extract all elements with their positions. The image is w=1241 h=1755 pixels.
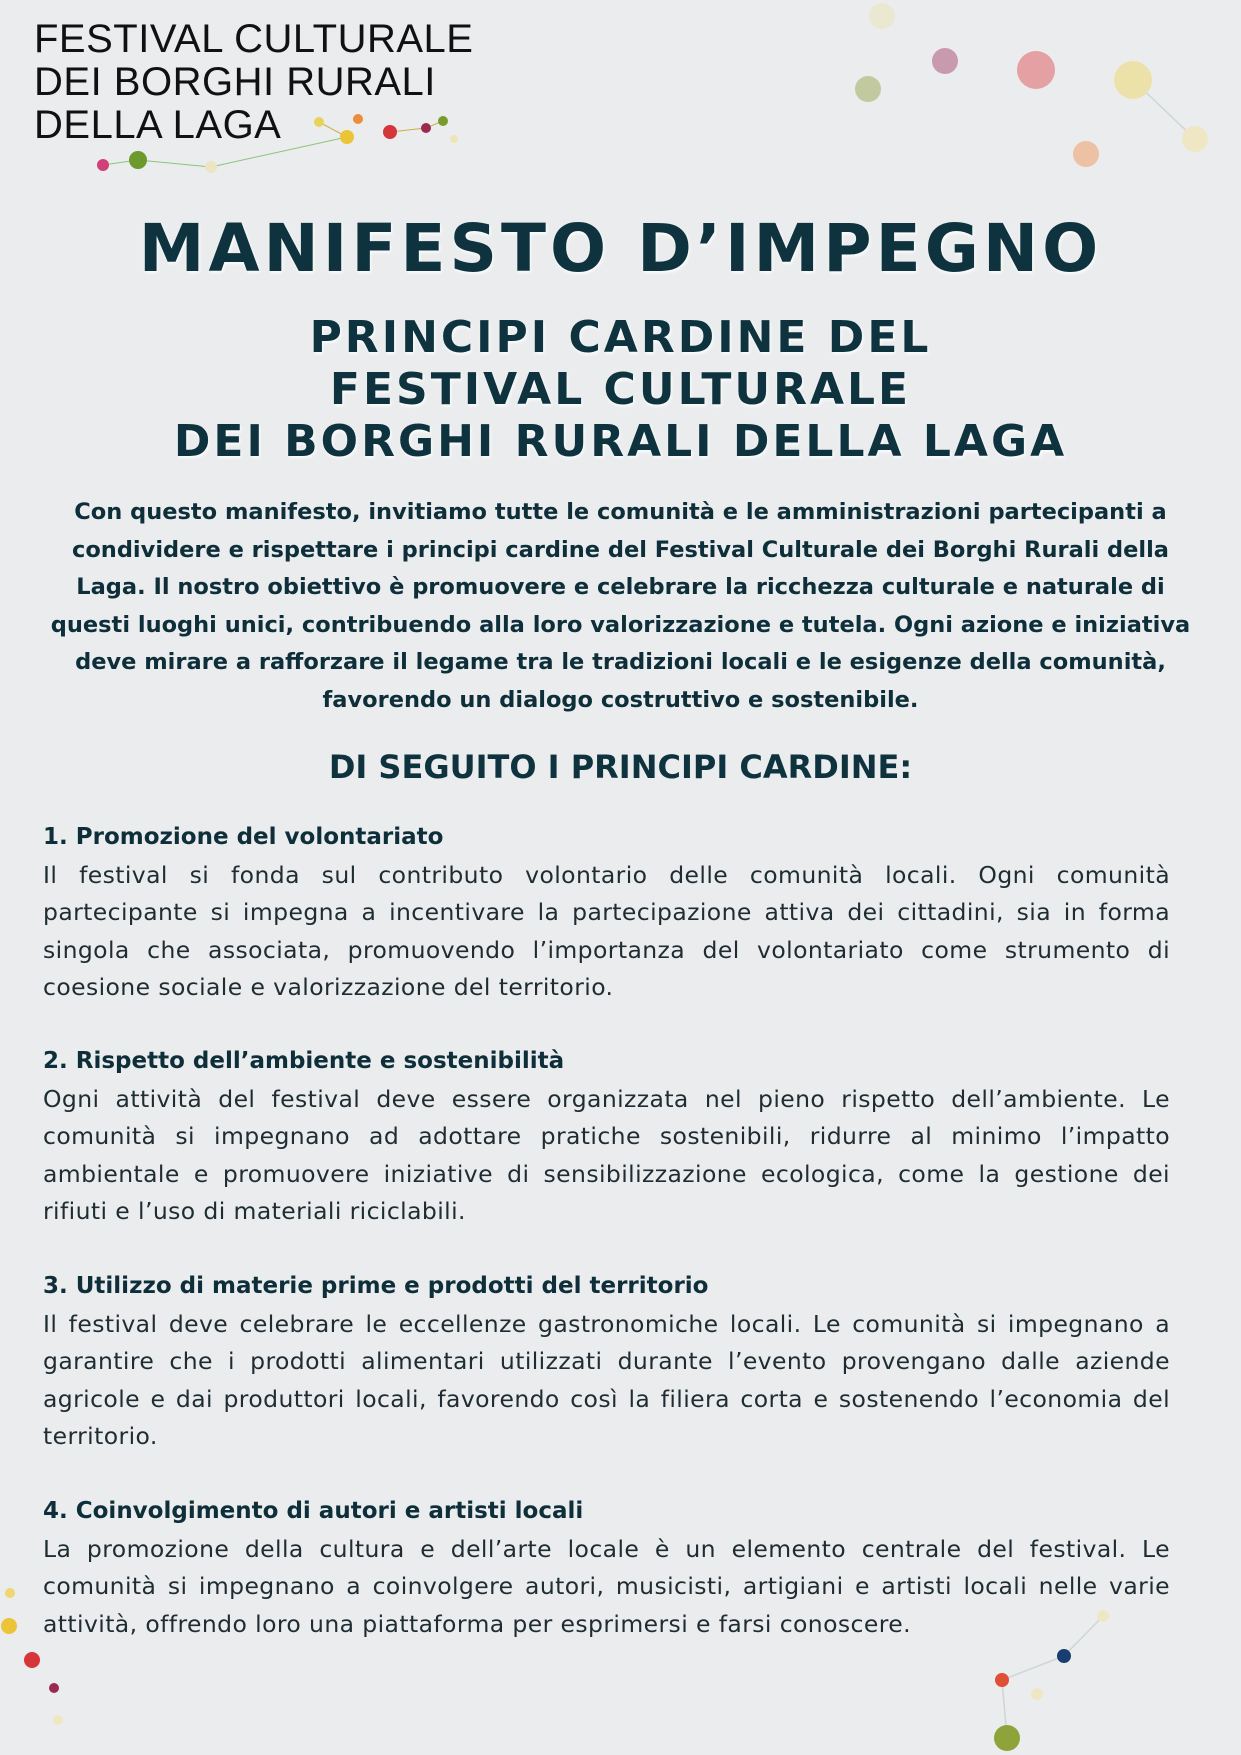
principle-item: [43, 1493, 1170, 1643]
subtitle-line-3: DEI BORGHI RURALI DELLA LAGA: [173, 416, 1068, 467]
subtitle-line-2: FESTIVAL CULTURALE: [329, 364, 912, 415]
subtitle-line-1: PRINCIPI CARDINE DEL: [309, 312, 932, 363]
principle-text: Il festival deve celebrare le eccellenze gastronomiche locali. Le comunità si impegnano a garantire che i prodotti alimentari utilizzati durante l’evento provengano dalle aziende agricole e dai produttori locali, favorendo così la filiera corta e sostenendo l’economia del territorio.: [43, 1309, 1170, 1450]
principle-text: La promozione della cultura e dell’arte locale è un elemento centrale del festival. Le comunità si impegnano a coinvolgere autori, musicisti, artigiani e artisti locali nelle varie attività, offrendo loro una piattaforma per esprimersi e farsi conoscere.: [43, 1534, 1170, 1638]
festival-logo: [34, 18, 473, 147]
principle-title: 1. Promozione del volontariato: [43, 824, 444, 850]
principle-text: Il festival si fonda sul contributo volontario delle comunità locali. Ogni comunità partecipante si impegna a incentivare la partecipazione attiva dei cittadini, sia in forma singola che associata, promuovendo l’importanza del volontariato come strumento di coesione sociale e valorizzazione del territorio.: [43, 860, 1170, 1001]
principle-title: 3. Utilizzo di materie prime e prodotti del territorio: [43, 1273, 709, 1299]
top-right-dots-icon: [855, 3, 1208, 167]
logo-line-3: DELLA LAGA: [34, 103, 282, 147]
logo-line-2: DEI BORGHI RURALI: [34, 60, 436, 104]
page-subtitle: [0, 312, 1241, 468]
principle-title: 4. Coinvolgimento di autori e artisti locali: [43, 1498, 584, 1524]
intro-paragraph: Con questo manifesto, invitiamo tutte le comunità e le amministrazioni partecipanti a condividere e rispettare i principi cardine del Festival Culturale dei Borghi Rurali della Laga. Il nostro obiettivo è promuovere e celebrare la ricchezza culturale e naturale di questi luoghi unici, contribuendo alla loro valorizzazione e tutela. Ogni azione e iniziativa deve mirare a rafforzare il legame tra le tradizioni locali e le esigenze della comunità, favorendo un dialogo costruttivo e sostenibile.: [50, 499, 1191, 713]
principle-item: [43, 819, 1170, 1007]
principles-heading: DI SEGUITO I PRINCIPI CARDINE:: [328, 748, 913, 786]
principle-item: [43, 1268, 1170, 1456]
logo-line-1: FESTIVAL CULTURALE: [34, 17, 474, 61]
page-title: MANIFESTO D’IMPEGNO: [138, 210, 1103, 287]
principle-item: [43, 1043, 1170, 1231]
principle-title: 2. Rispetto dell’ambiente e sostenibilità: [43, 1048, 565, 1074]
principle-text: Ogni attività del festival deve essere organizzata nel pieno rispetto dell’ambiente. Le comunità si impegnano ad adottare pratiche sostenibili, ridurre al minimo l’impatto ambientale e promuovere iniziative di sensibilizzazione ecologica, come la gestione dei rifiuti e l’uso di materiali riciclabili.: [43, 1084, 1170, 1225]
